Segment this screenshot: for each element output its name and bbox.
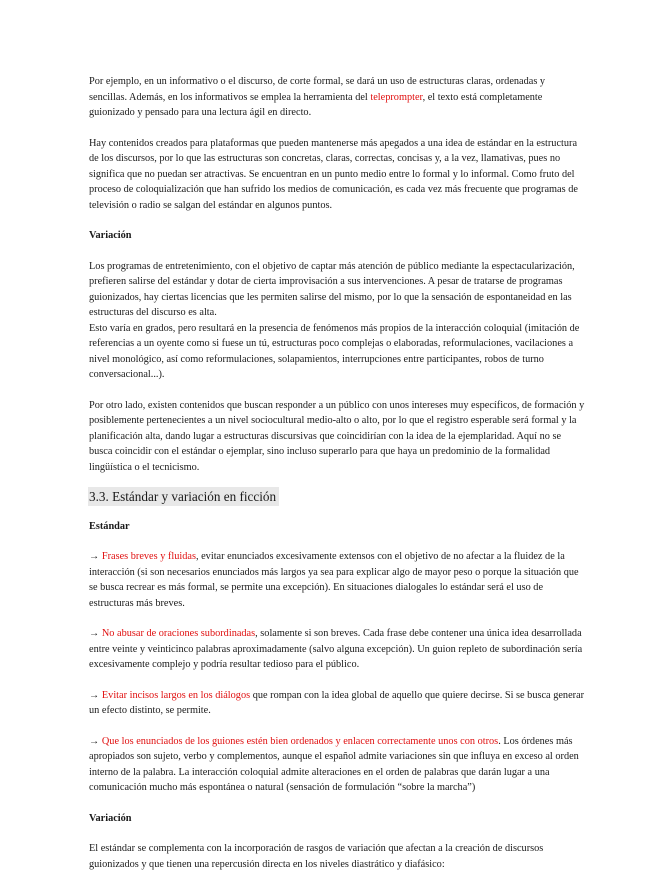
bullet-subordinadas: → No abusar de oraciones subordinadas, solamente si son breves. Cada frase debe contener una única idea desarrollada entre veinte y veinticinco palabras aproximadamente (salvo alguna excepción). Un guion repleto de subordinación sería excesivamente complejo y podría resultar tedioso para el público. [89,628,583,670]
teleprompter-link[interactable]: teleprompter [370,91,423,103]
paragraph-plataformas: Hay contenidos creados para plataformas que pueden mantenerse más apegados a una idea de estándar en la estructura de los discursos, por lo que las estructuras son concretas, claras, correctas, concisas y, a la vez, llamativas, pues no significa que no puedan ser atractivas. Se encuentran en un punto medio entre lo formal y lo informal. Como fruto del proceso de coloquialización que han sufrido los medios de comunicación, es cada vez más frecuente que programas de televisión o radio se salgan del estándar en algunos puntos. [89,137,578,211]
section-title: 3.3. Estándar y variación en ficción [88,487,279,506]
arrow-icon: → [89,735,102,747]
bullet-frases-breves: → Frases breves y fluidas, evitar enunciados excesivamente extensos con el objetivo de no afectar a la fluidez de la interacción (si son necesarios enunciados más largos ya sea para explicar algo de mayor peso o porque la situación que se busca recrear es más formal, se permite una excepción). En situaciones dialogales lo estándar será el uso de estructuras más breves. [89,551,579,609]
arrow-icon: → [89,628,102,639]
heading-estandar: Estándar [89,520,130,532]
bullet-incisos: → Evitar incisos largos en los diálogos que rompan con la idea global de aquello que quiere decirse. Si se busca generar un efecto distinto, se permite. [89,689,585,716]
heading-variacion: Variación [89,230,132,241]
paragraph-complemento: El estándar se complementa con la incorporación de rasgos de variación que afectan a la creación de discursos guionizados y que tienen una repercusión directa en los niveles diastrático y diafásico: [89,843,544,870]
bullet-enunciados: → Que los enunciados de los guiones estén bien ordenados y enlacen correctamente unos con otros. Los órdenes más apropiados son sujeto, verbo y complementos, aunque el español admite variaciones sin que influya en exceso al orden interno de la palabra. La interacción coloquial admite alteraciones en el orden de palabras que darán lugar a una comunicación mucho más espontánea o natural (sensación de formulación “sobre la marcha”) [89,735,579,793]
heading-variacion-2: Variación [89,812,132,824]
arrow-icon: → [89,551,102,562]
paragraph-entretenimiento: Los programas de entretenimiento, con el objetivo de captar más atención de público mediante la espectacularización, prefieren salirse del estándar y dotar de cierta improvisación a sus intervenciones. A pesar de tratarse de programas guionizados, hay ciertas licencias que les permiten salirse del mismo, por lo que la sensación de espontaneidad en las estructuras del discurso es alta. [89,260,575,318]
paragraph-informativo: Por ejemplo, en un informativo o el discurso, de corte formal, se dará un uso de estructuras claras, ordenadas y sencillas. Además, en los informativos se emplea la herramienta del teleprompter, el texto está completamente guionizado y pensado para una lectura ágil en directo. [89,76,546,118]
arrow-icon: → [89,689,102,701]
paragraph-grados: Esto varía en grados, pero resultará en la presencia de fenómenos más propios de la interacción coloquial (imitación de referencias a un oyente como si fuese un tú, estructuras poco complejas o elaboradas, reformulaciones, vacilaciones a nivel monológico, así como reformulaciones, solapamientos, interrupciones entre participantes, robos de turno conversacional...). [89,322,580,380]
paragraph-otro-lado: Por otro lado, existen contenidos que buscan responder a un público con unos intereses muy específicos, de formación y posiblemente pertenecientes a un nivel sociocultural medio-alto o alto, por lo que el registro esperable será formal y la planificación alta, dando lugar a estructuras discursivas que coincidirían con la idea de la ejemplaridad. Aquí no se busca coincidir con el estándar o ejemplar, sino incluso superarlo para que haya un predominio de la formalidad lingüística o el tecnicismo. [89,399,585,473]
